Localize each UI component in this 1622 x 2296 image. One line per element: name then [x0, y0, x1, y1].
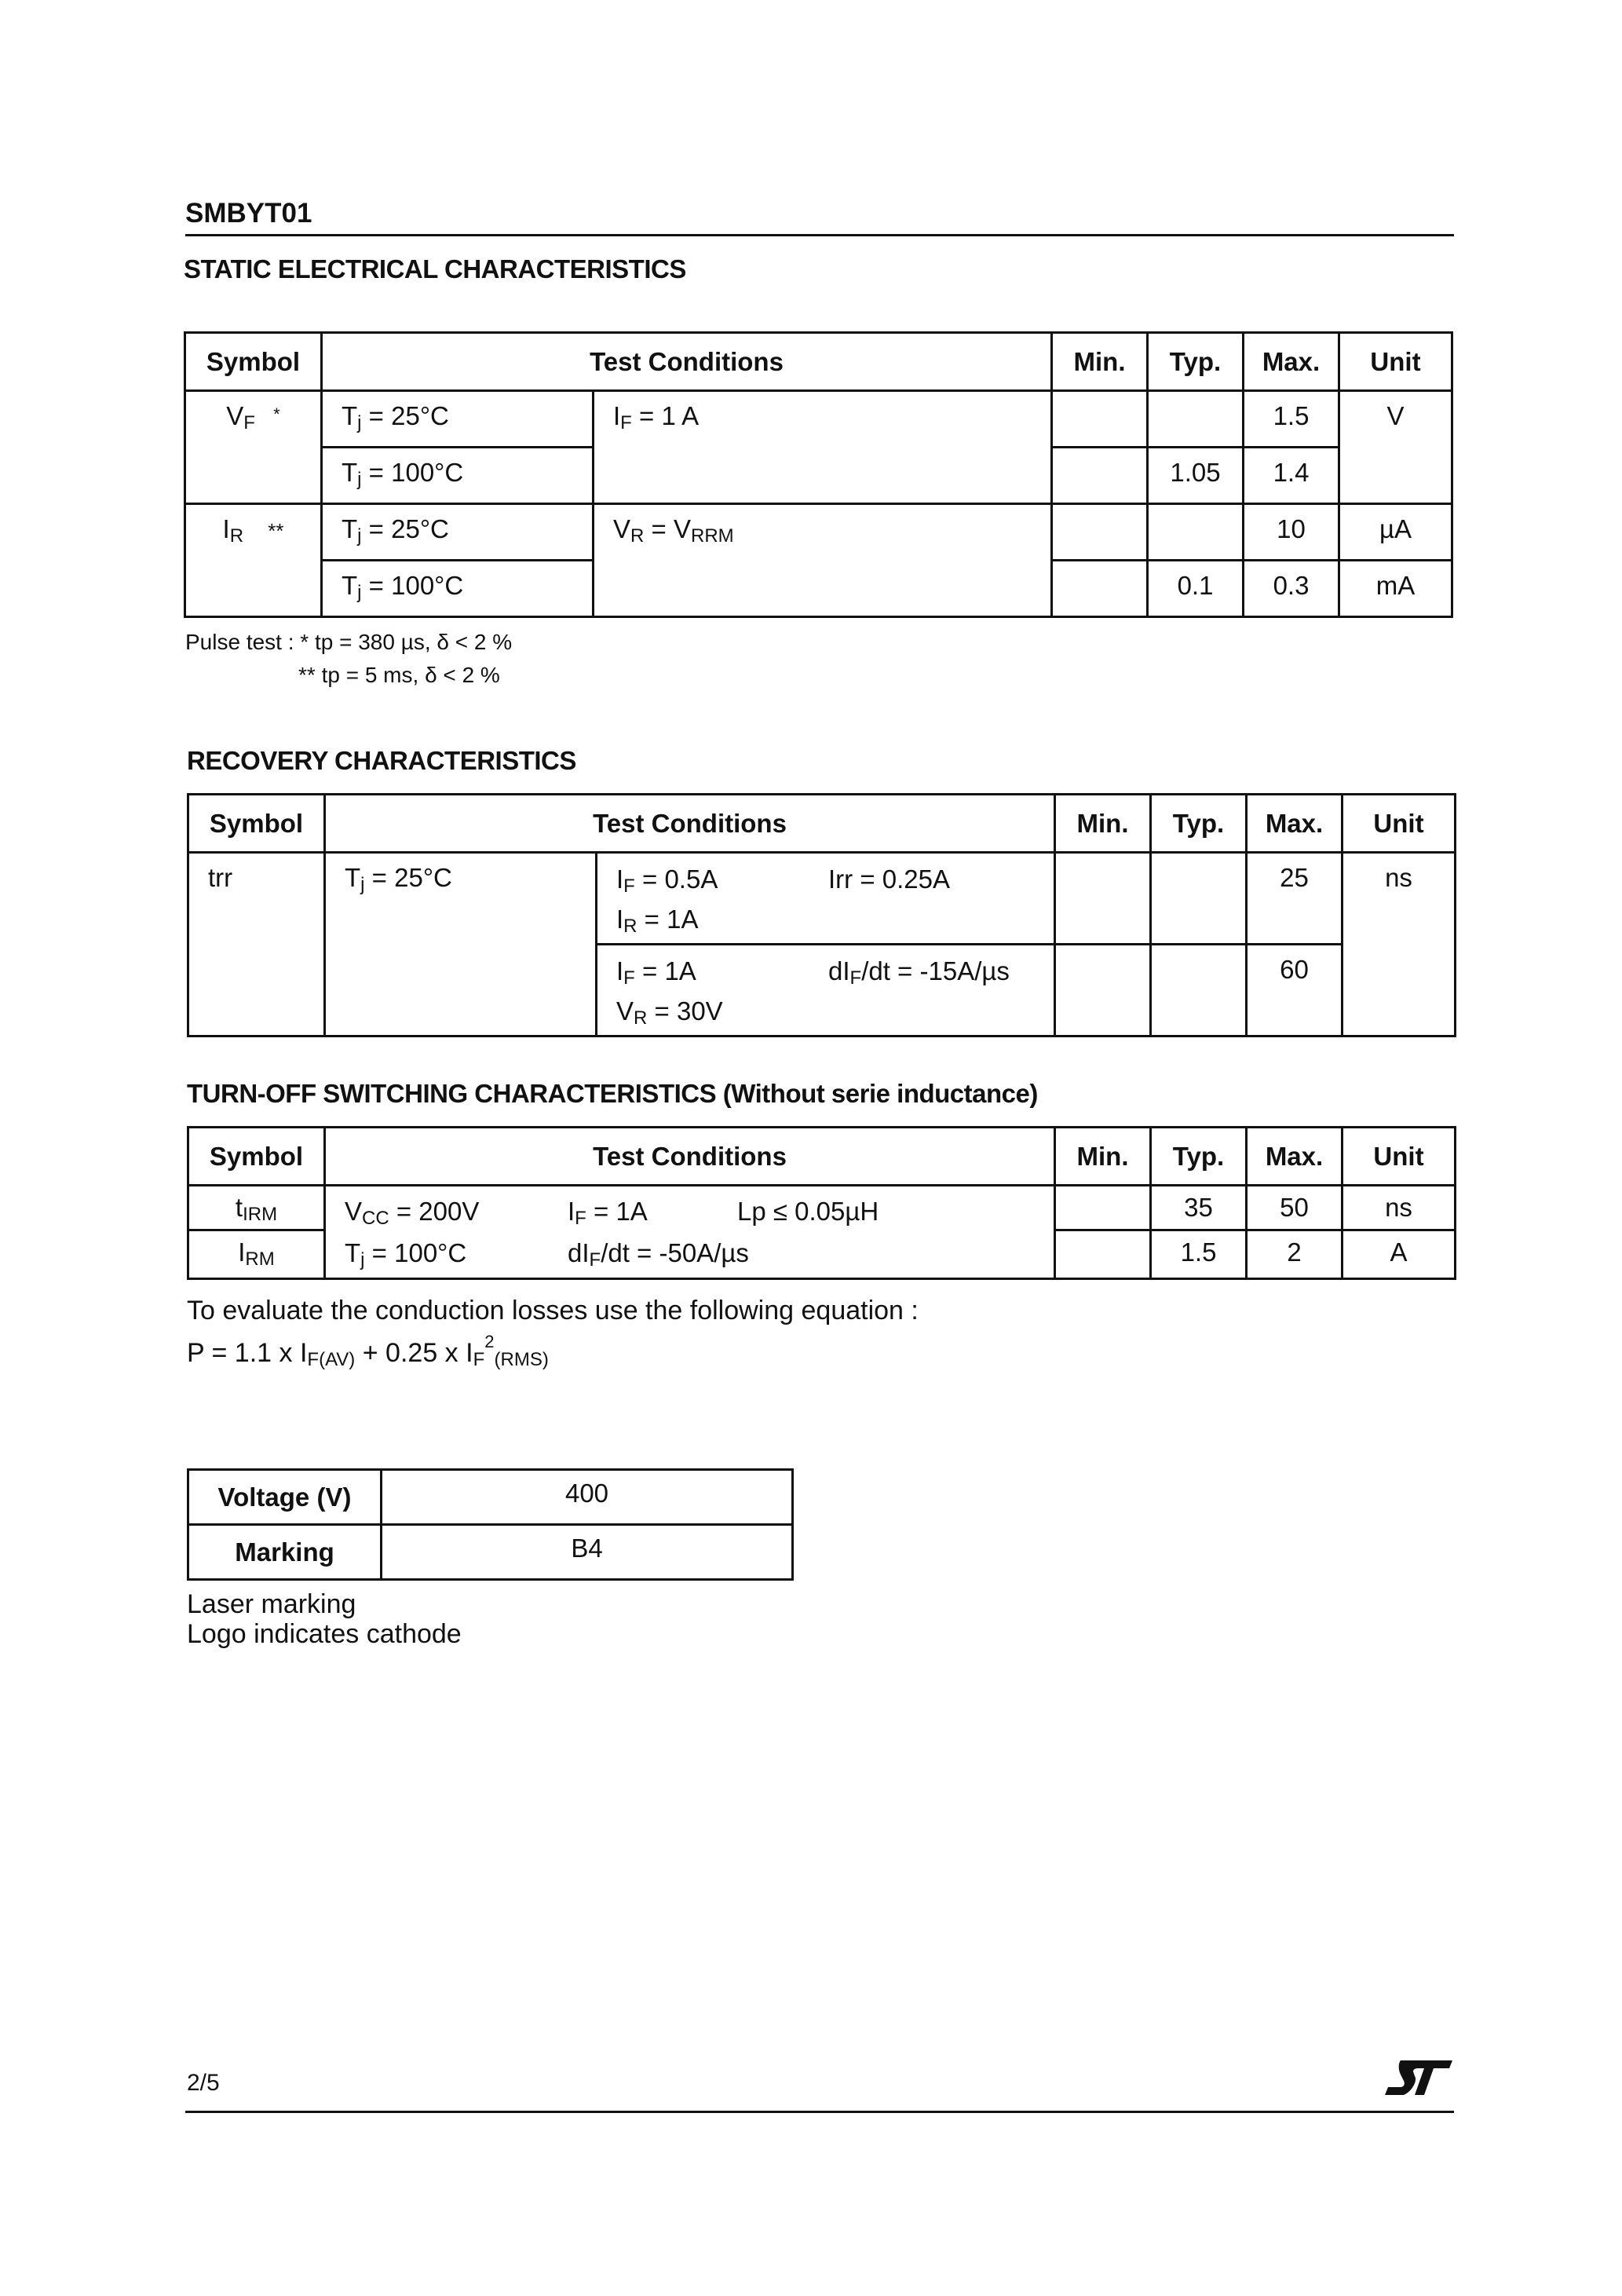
- table-header-row: [185, 333, 1452, 391]
- document-title: SMBYT01: [185, 198, 312, 229]
- table-row: [188, 1186, 1456, 1230]
- col-unit: Unit: [1343, 795, 1456, 853]
- typ-cell: [1151, 945, 1247, 1036]
- col-min: Min.: [1055, 1128, 1151, 1186]
- recovery-table: [187, 793, 1456, 1037]
- equation: P = 1.1 x $I_{F(AV)} + 0.25$ x $I_F^2_{(RMS)}$: [187, 1332, 549, 1370]
- marking-table: [187, 1468, 794, 1581]
- max-cell: 60: [1247, 945, 1343, 1036]
- col-typ: Typ.: [1151, 1128, 1247, 1186]
- symbol-trr: trr: [188, 853, 325, 1036]
- unit-cell: A: [1343, 1230, 1456, 1279]
- typ-cell: 1.05: [1148, 448, 1244, 504]
- max-cell: 0.3: [1244, 561, 1339, 617]
- cathode-note: Logo indicates cathode: [187, 1619, 462, 1649]
- condition-cell: $V_{CC} = 200V$ $I_F = 1A$ Lp ≤ 0.05µH $T_j = 100^\circ C$ $dI_F/dt = -50A/\mu s$: [325, 1186, 1055, 1279]
- max-cell: 25: [1247, 853, 1343, 945]
- min-cell: [1052, 504, 1148, 561]
- static-heading: STATIC ELECTRICAL CHARACTERISTICS: [184, 254, 686, 283]
- min-cell: [1055, 853, 1151, 945]
- turnoff-table: [187, 1126, 1456, 1280]
- voltage-value: 400: [382, 1470, 793, 1525]
- symbol-ir: $I_R$ **: [185, 504, 322, 617]
- min-cell: [1052, 448, 1148, 504]
- col-test-conditions: Test Conditions: [325, 795, 1055, 853]
- col-test-conditions: Test Conditions: [325, 1128, 1055, 1186]
- static-table: [184, 331, 1453, 618]
- table-row: [188, 1470, 793, 1525]
- recovery-heading: RECOVERY CHARACTERISTICS: [187, 746, 576, 775]
- max-cell: 2: [1247, 1230, 1343, 1279]
- typ-cell: 35: [1151, 1186, 1247, 1230]
- turnoff-heading: TURN-OFF SWITCHING CHARACTERISTICS (Without serie inductance): [187, 1079, 1038, 1108]
- footer-rule: [185, 2111, 1454, 2113]
- min-cell: [1055, 945, 1151, 1036]
- table-row: [188, 853, 1456, 945]
- col-max: Max.: [1247, 795, 1343, 853]
- condition-cell: $I_F = 0.5A$ Irr = 0.25A $I_R = 1A$: [597, 853, 1055, 945]
- st-logo-icon: [1383, 2057, 1454, 2101]
- max-cell: 50: [1247, 1186, 1343, 1230]
- table-row: [185, 504, 1452, 561]
- col-symbol: Symbol: [185, 333, 322, 391]
- typ-cell: [1148, 391, 1244, 448]
- max-cell: 1.4: [1244, 448, 1339, 504]
- min-cell: [1052, 561, 1148, 617]
- min-cell: [1052, 391, 1148, 448]
- table-row: [188, 1525, 793, 1580]
- col-typ: Typ.: [1148, 333, 1244, 391]
- equation-intro: To evaluate the conduction losses use the following equation :: [187, 1296, 919, 1325]
- laser-marking-note: Laser marking: [187, 1589, 356, 1619]
- typ-cell: 0.1: [1148, 561, 1244, 617]
- max-cell: 1.5: [1244, 391, 1339, 448]
- symbol-tirm: $t_{IRM}$: [188, 1186, 325, 1230]
- col-max: Max.: [1247, 1128, 1343, 1186]
- tj-cell: $T_j = 25^\circ C$: [325, 853, 597, 1036]
- col-unit: Unit: [1339, 333, 1452, 391]
- col-min: Min.: [1055, 795, 1151, 853]
- col-max: Max.: [1244, 333, 1339, 391]
- col-unit: Unit: [1343, 1128, 1456, 1186]
- tj-cell: $T_j = 100^\circ C$: [322, 561, 594, 617]
- unit-cell: ns: [1343, 853, 1456, 1036]
- condition-cell: $I_F = 1A$ $dI_F/dt = -15A/\mu s$ $V_R = 30V$: [597, 945, 1055, 1036]
- table-header-row: [188, 1128, 1456, 1186]
- col-test-conditions: Test Conditions: [322, 333, 1052, 391]
- min-cell: [1055, 1230, 1151, 1279]
- max-cell: 10: [1244, 504, 1339, 561]
- table-row: [185, 391, 1452, 448]
- col-typ: Typ.: [1151, 795, 1247, 853]
- unit-cell: µA: [1339, 504, 1452, 561]
- pulse-test-note: Pulse test : * tp = 380 µs, δ < 2 %: [185, 630, 513, 654]
- marking-label: Marking: [188, 1525, 382, 1580]
- col-symbol: Symbol: [188, 1128, 325, 1186]
- header-rule: [185, 234, 1454, 236]
- condition-cell: $I_F = 1$ A: [594, 391, 1052, 504]
- symbol-irm: $I_{RM}$: [188, 1230, 325, 1279]
- tj-cell: $T_j = 25^\circ C$: [322, 504, 594, 561]
- typ-cell: [1151, 853, 1247, 945]
- tj-cell: $T_j = 100^\circ C$: [322, 448, 594, 504]
- unit-cell: V: [1339, 391, 1452, 504]
- symbol-vf: $V_F$ *: [185, 391, 322, 504]
- unit-cell: ns: [1343, 1186, 1456, 1230]
- typ-cell: [1148, 504, 1244, 561]
- condition-cell: $V_R = V_{RRM}$: [594, 504, 1052, 617]
- tj-cell: $T_j = 25^\circ C$: [322, 391, 594, 448]
- typ-cell: 1.5: [1151, 1230, 1247, 1279]
- table-header-row: [188, 795, 1456, 853]
- marking-value: B4: [382, 1525, 793, 1580]
- voltage-label: Voltage (V): [188, 1470, 382, 1525]
- page-number: 2/5: [187, 2070, 220, 2096]
- col-symbol: Symbol: [188, 795, 325, 853]
- pulse-test-note-2: ** tp = 5 ms, δ < 2 %: [298, 663, 500, 687]
- min-cell: [1055, 1186, 1151, 1230]
- col-min: Min.: [1052, 333, 1148, 391]
- unit-cell: mA: [1339, 561, 1452, 617]
